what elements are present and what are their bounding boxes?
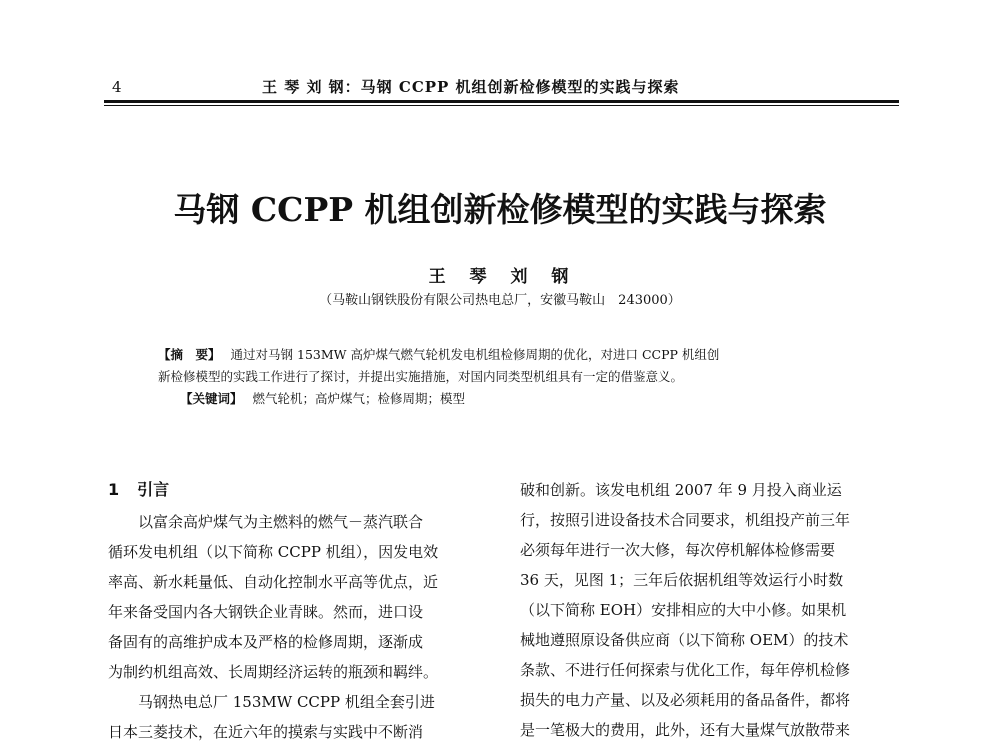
abstract-text: 通过对马钢 153MW 高炉煤气燃气轮机发电机组检修周期的优化，对进口 CCPP 机组创	[230, 347, 720, 362]
abstract-block	[158, 344, 858, 410]
body-line: 36 天，见图 1；三年后依据机组等效运行小时数	[520, 571, 844, 589]
keywords-line	[158, 388, 858, 410]
body-line: 损失的电力产量、以及必须耗用的备品备件，都将	[520, 691, 851, 709]
abstract-line: 新检修模型的实践工作进行了探讨，并提出实施措施，对国内同类型机组具有一定的借鉴意义。	[158, 369, 684, 384]
body-line: 日本三菱技术，在近六年的摸索与实践中不断消	[108, 723, 424, 741]
body-line: 备固有的高维护成本及严格的检修周期，逐渐成	[108, 633, 424, 651]
body-line: 条款、不进行任何探索与优化工作，每年停机检修	[520, 661, 851, 679]
body-line: 循环发电机组（以下简称 CCPP 机组），因发电效	[108, 543, 439, 561]
left-column	[108, 475, 498, 747]
body-line: 率高、新水耗量低、自动化控制水平高等优点，近	[108, 573, 439, 591]
affiliation: （马鞍山钢铁股份有限公司热电总厂，安徽马鞍山 243000）	[319, 293, 681, 308]
section-number: 1	[108, 480, 120, 499]
keywords-label: 【关键词】	[180, 391, 243, 406]
header-rule-thick	[104, 100, 899, 103]
body-line: 马钢热电总厂 153MW CCPP 机组全套引进	[138, 693, 435, 711]
running-title: 王 琴 刘 钢：马钢 CCPP 机组创新检修模型的实践与探索	[262, 78, 680, 96]
header-rule-thin	[104, 105, 899, 106]
section-heading	[108, 475, 498, 507]
body-line: 必须每年进行一次大修，每次停机解体检修需要	[520, 541, 836, 559]
authors: 王 琴 刘 钢	[428, 267, 572, 287]
right-column	[520, 475, 910, 745]
body-line: 是一笔极大的费用，此外，还有大量煤气放散带来	[520, 721, 851, 739]
body-line: （以下简称 EOH）安排相应的大中小修。如果机	[520, 601, 847, 619]
section-title: 引言	[137, 480, 170, 499]
body-line: 行，按照引进设备技术合同要求，机组投产前三年	[520, 511, 851, 529]
abstract-label: 【摘 要】	[158, 347, 221, 362]
keywords-text: 燃气轮机；高炉煤气；检修周期；模型	[252, 391, 466, 406]
body-line: 为制约机组高效、长周期经济运转的瓶颈和羁绊。	[108, 663, 439, 681]
body-line: 械地遵照原设备供应商（以下简称 OEM）的技术	[520, 631, 849, 649]
body-line: 破和创新。该发电机组 2007 年 9 月投入商业运	[520, 481, 842, 499]
body-line: 以富余高炉煤气为主燃料的燃气－蒸汽联合	[138, 513, 424, 531]
paper-title: 马钢 CCPP 机组创新检修模型的实践与探索	[173, 190, 827, 229]
page-number: 4	[112, 78, 122, 96]
abstract-line	[158, 344, 858, 366]
body-line: 年来备受国内各大钢铁企业青睐。然而，进口设	[108, 603, 424, 621]
